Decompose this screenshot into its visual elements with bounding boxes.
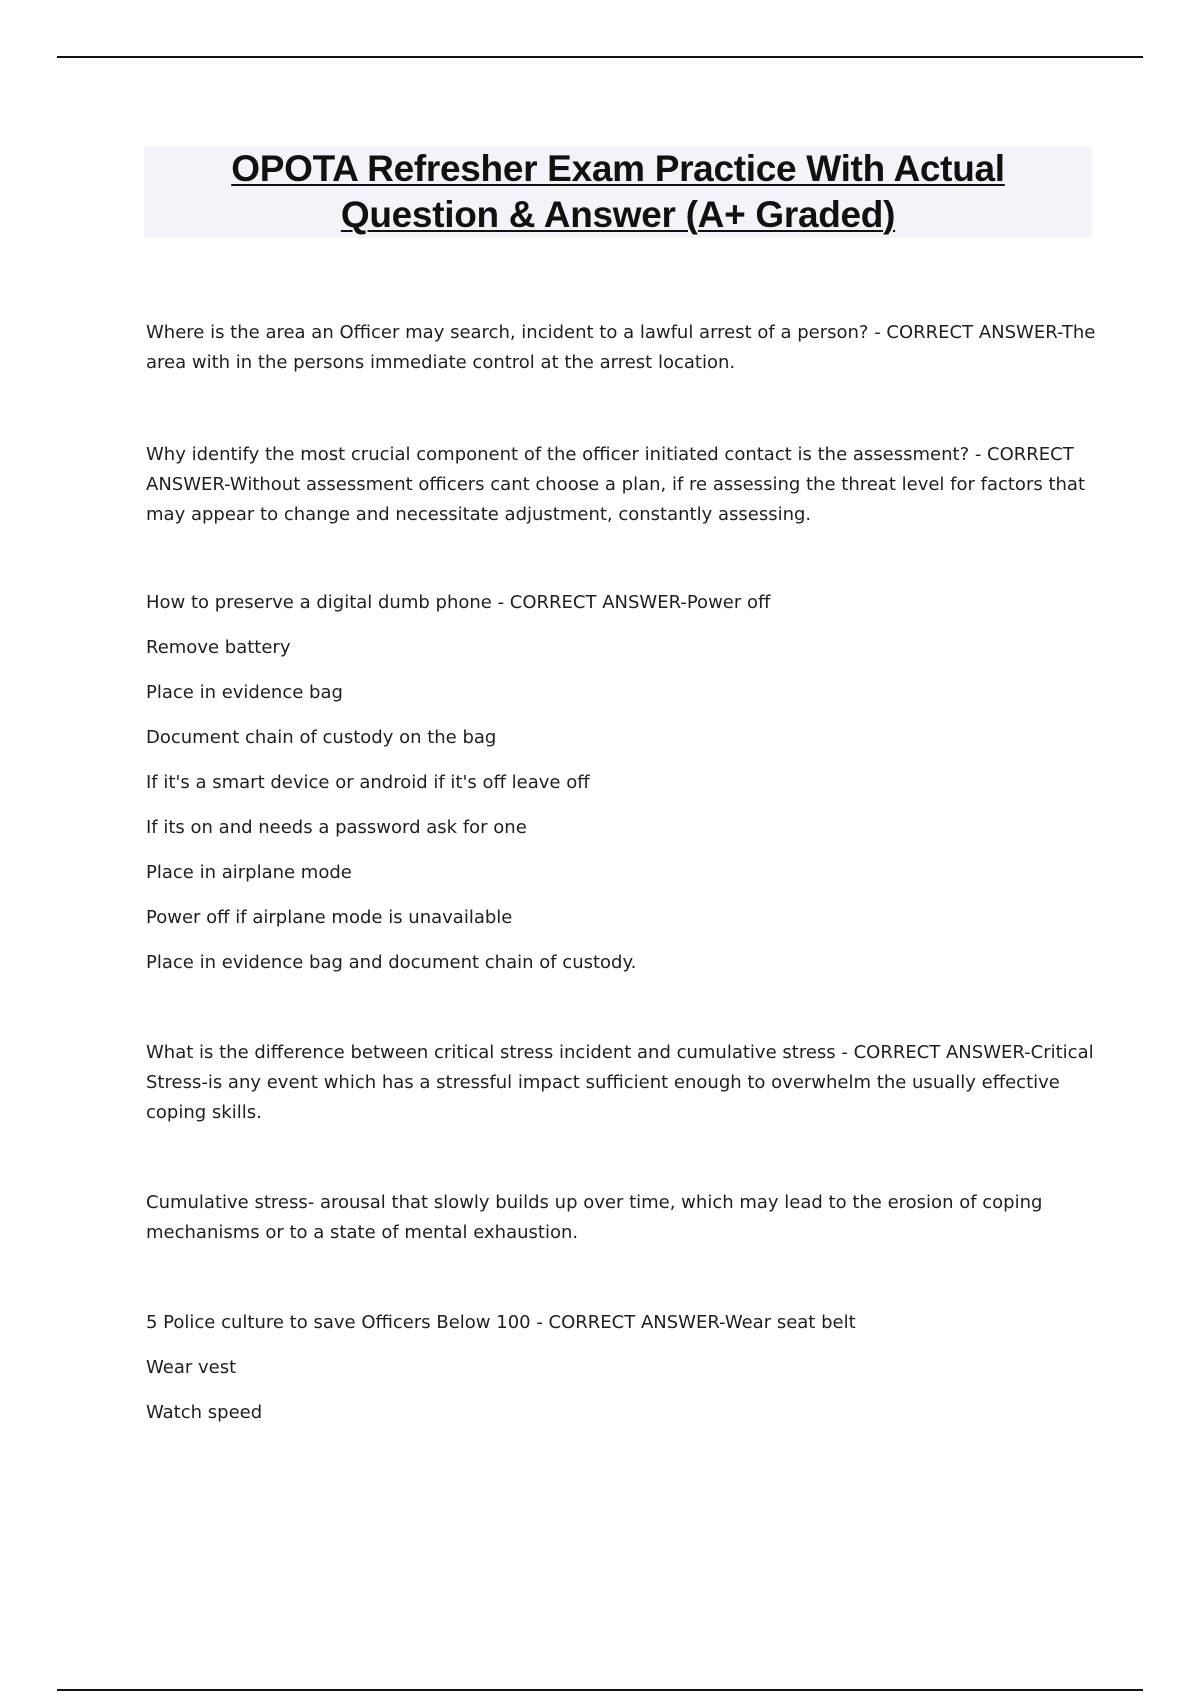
list-item: Watch speed xyxy=(146,1402,263,1423)
qa-entry-digital-phone xyxy=(146,588,1096,978)
list-item: Remove battery xyxy=(146,637,291,658)
list-item: Place in airplane mode xyxy=(146,862,352,883)
spacer xyxy=(146,978,1096,1038)
list-item: Document chain of custody on the bag xyxy=(146,727,497,748)
spacer xyxy=(146,530,1096,588)
document-body xyxy=(146,318,1096,1443)
qa-entry-arrest-search: Where is the area an Officer may search, incident to a lawful arrest of a person? - CORRECT ANSWER-The area with in the persons immediate control at the arrest location. xyxy=(146,322,1096,373)
list-item: If its on and needs a password ask for one xyxy=(146,817,527,838)
qa-entry-police-culture xyxy=(146,1308,1096,1428)
list-item: 5 Police culture to save Officers Below 100 - CORRECT ANSWER-Wear seat belt xyxy=(146,1312,856,1333)
list-item: Power off if airplane mode is unavailable xyxy=(146,907,513,928)
header-rule xyxy=(57,56,1143,58)
list-item: If it's a smart device or android if it's off leave off xyxy=(146,772,590,793)
list-item: Place in evidence bag and document chain of custody. xyxy=(146,952,637,973)
qa-entry-cumulative-stress: Cumulative stress- arousal that slowly builds up over time, which may lead to the erosion of coping mechanisms or to a state of mental exhaustion. xyxy=(146,1192,1043,1243)
list-item: Wear vest xyxy=(146,1357,237,1378)
footer-rule xyxy=(57,1689,1143,1691)
qa-entry-critical-stress: What is the difference between critical stress incident and cumulative stress - CORRECT ANSWER-Critical Stress-is any event which has a stressful impact sufficient enough to overwhelm the usually effective coping skills. xyxy=(146,1042,1094,1123)
spacer xyxy=(146,1128,1096,1188)
title-line-1: OPOTA Refresher Exam Practice With Actual xyxy=(231,148,1005,189)
document-title xyxy=(144,146,1092,238)
spacer xyxy=(146,1248,1096,1308)
list-item: Place in evidence bag xyxy=(146,682,343,703)
qa-entry-assessment: Why identify the most crucial component of the officer initiated contact is the assessment? - CORRECT ANSWER-Without assessment officers cant choose a plan, if re assessing the threat level for factors that may appear to change and necessitate adjustment, constantly assessing. xyxy=(146,444,1085,525)
title-line-2: Question & Answer (A+ Graded) xyxy=(340,194,896,235)
spacer xyxy=(146,378,1096,440)
list-item: How to preserve a digital dumb phone - CORRECT ANSWER-Power off xyxy=(146,592,771,613)
